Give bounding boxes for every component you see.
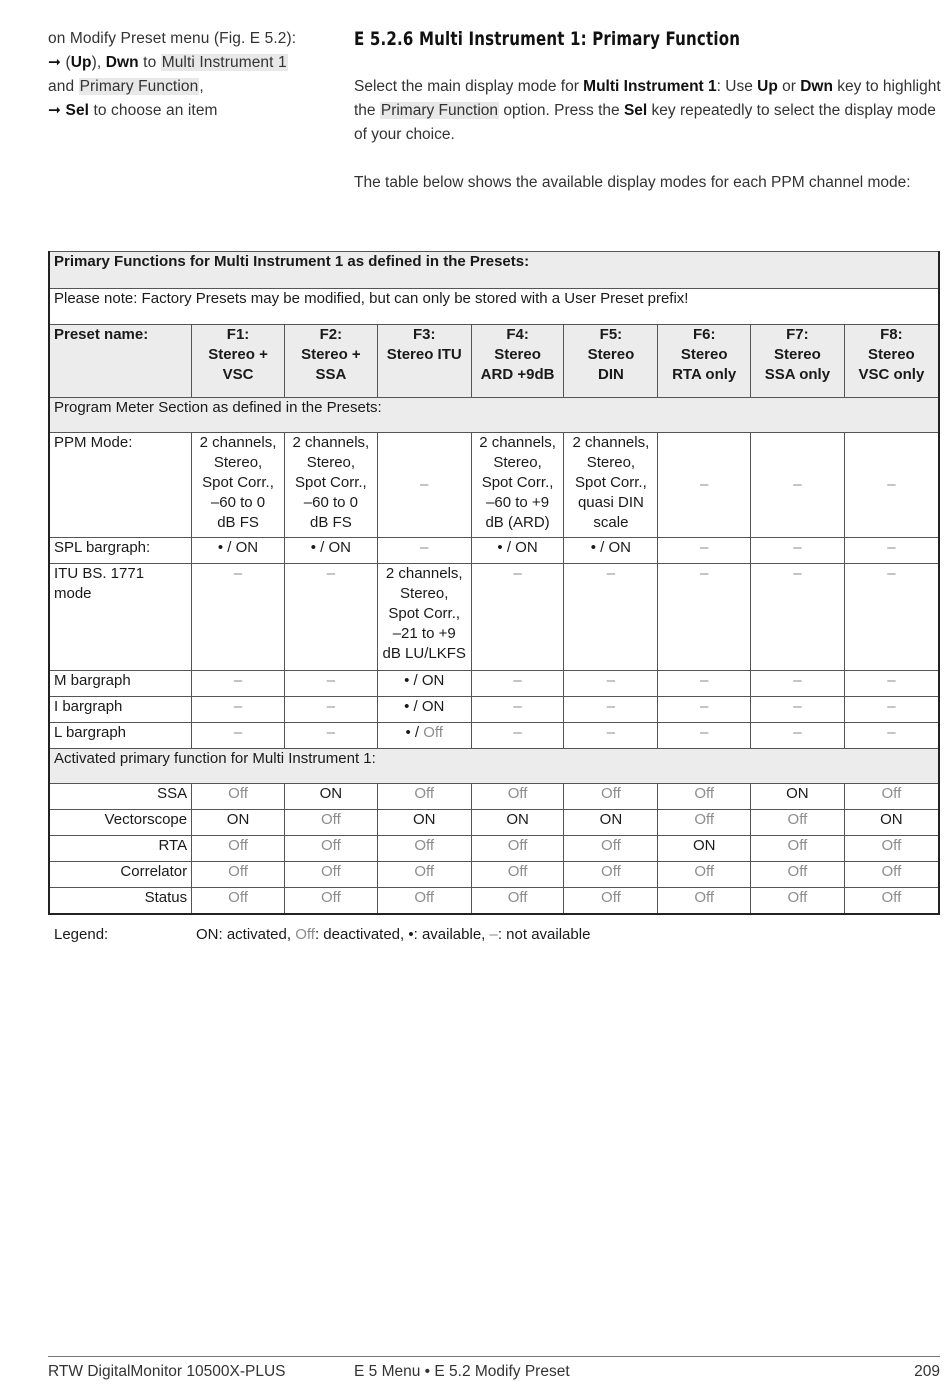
text: F2: bbox=[319, 326, 343, 343]
text: dB FS bbox=[217, 514, 259, 531]
section-heading: E 5.2.6 Multi Instrument 1: Primary Function bbox=[354, 28, 741, 50]
table-cell: Off bbox=[751, 836, 845, 862]
up-key: Up bbox=[70, 54, 92, 71]
row-label: SPL bargraph: bbox=[49, 538, 192, 564]
text: Stereo bbox=[587, 346, 635, 363]
footer-product: RTW DigitalMonitor 10500X-PLUS bbox=[48, 1363, 286, 1380]
text: SSA only bbox=[764, 366, 831, 383]
preset-header bbox=[564, 325, 658, 398]
table-cell: Off bbox=[377, 862, 471, 888]
table-cell: – bbox=[284, 671, 377, 697]
table-cell bbox=[564, 433, 658, 538]
preset-header bbox=[192, 325, 285, 398]
text: VSC only bbox=[858, 366, 925, 383]
table-cell bbox=[377, 723, 471, 749]
table-cell: – bbox=[844, 538, 939, 564]
text: F5: bbox=[599, 326, 623, 343]
primary-function-highlight: Primary Function bbox=[380, 102, 499, 119]
table-cell: • / ON bbox=[471, 538, 564, 564]
dwn-key: Dwn bbox=[105, 54, 139, 71]
text: SSA bbox=[315, 366, 347, 383]
text: Stereo bbox=[680, 346, 728, 363]
table-row-ppm-mode bbox=[49, 433, 939, 538]
table-title-row bbox=[49, 252, 939, 289]
table-cell: Off bbox=[844, 836, 939, 862]
text: 2 channels, bbox=[385, 565, 463, 582]
table-cell: – bbox=[564, 697, 658, 723]
table-cell: Off bbox=[751, 888, 845, 915]
text: option. Press the bbox=[499, 102, 624, 119]
table-cell: ON bbox=[564, 810, 658, 836]
table-cell: – bbox=[564, 671, 658, 697]
table-cell: ON bbox=[844, 810, 939, 836]
table-cell: – bbox=[377, 433, 471, 538]
row-label: Correlator bbox=[49, 862, 192, 888]
table-cell: – bbox=[844, 723, 939, 749]
text: Stereo, bbox=[213, 454, 263, 471]
table-cell: – bbox=[564, 564, 658, 671]
text: Stereo bbox=[868, 346, 915, 363]
legend-dash: – bbox=[489, 926, 498, 943]
table-cell: – bbox=[192, 671, 285, 697]
table-row-m-bargraph bbox=[49, 671, 939, 697]
text: –60 to 0 bbox=[303, 494, 358, 511]
text: Stereo + bbox=[208, 346, 268, 363]
table-note-row bbox=[49, 289, 939, 325]
table-cell: ON bbox=[658, 836, 751, 862]
text: 2 channels, bbox=[292, 434, 370, 451]
text: Stereo + bbox=[301, 346, 361, 363]
table-cell: – bbox=[658, 671, 751, 697]
table-cell: Off bbox=[284, 836, 377, 862]
table-cell: Off bbox=[377, 888, 471, 915]
row-label: RTA bbox=[49, 836, 192, 862]
table-cell: • / ON bbox=[192, 538, 285, 564]
text: : Use bbox=[716, 78, 758, 95]
text: Up bbox=[757, 78, 778, 95]
table-cell: – bbox=[751, 697, 845, 723]
text: Spot Corr., bbox=[575, 474, 647, 491]
table-cell: Off bbox=[192, 784, 285, 810]
table-cell: Off bbox=[471, 836, 564, 862]
table-cell: – bbox=[471, 723, 564, 749]
section-row-program-meter bbox=[49, 398, 939, 433]
table-row-l-bargraph bbox=[49, 723, 939, 749]
text: F1: bbox=[226, 326, 250, 343]
preset-header-row bbox=[49, 325, 939, 398]
table-cell: ON bbox=[471, 810, 564, 836]
table-cell: – bbox=[192, 697, 285, 723]
table-cell: – bbox=[192, 564, 285, 671]
text: key repeatedly to select the display mode of your choice. bbox=[354, 102, 936, 143]
text: F6: bbox=[692, 326, 716, 343]
side-line-4 bbox=[48, 99, 338, 123]
text: 2 channels, bbox=[572, 434, 650, 451]
text: Stereo, bbox=[586, 454, 636, 471]
preset-header bbox=[471, 325, 564, 398]
text: ( bbox=[61, 54, 71, 71]
table-cell: Off bbox=[844, 784, 939, 810]
table-cell: – bbox=[471, 697, 564, 723]
table-cell: – bbox=[377, 538, 471, 564]
table-cell: – bbox=[284, 723, 377, 749]
table-cell: ON bbox=[377, 810, 471, 836]
table-row-ssa bbox=[49, 784, 939, 810]
row-label: PPM Mode: bbox=[49, 433, 192, 538]
table-cell: – bbox=[658, 433, 751, 538]
table-cell: – bbox=[658, 697, 751, 723]
preset-header bbox=[284, 325, 377, 398]
text: Spot Corr., bbox=[481, 474, 554, 491]
legend-label: Legend: bbox=[54, 926, 109, 943]
text: mode bbox=[54, 585, 92, 602]
primary-functions-table bbox=[48, 251, 940, 915]
text: • / bbox=[405, 724, 424, 741]
side-instructions bbox=[48, 27, 338, 123]
text: Stereo bbox=[494, 346, 541, 363]
table-note: Please note: Factory Presets may be modified, but can only be stored with a User Preset prefix! bbox=[49, 289, 939, 325]
text: RTA only bbox=[672, 366, 737, 383]
table-cell: Off bbox=[844, 862, 939, 888]
table-cell: Off bbox=[377, 836, 471, 862]
table-cell: ON bbox=[192, 810, 285, 836]
table-cell: – bbox=[751, 723, 845, 749]
text: Spot Corr., bbox=[295, 474, 367, 491]
table-cell: ON bbox=[284, 784, 377, 810]
table-cell bbox=[284, 433, 377, 538]
table-cell: Off bbox=[471, 784, 564, 810]
text: F4: bbox=[506, 326, 529, 343]
table-row-rta bbox=[49, 836, 939, 862]
text: : deactivated, bbox=[314, 926, 409, 943]
text: ), bbox=[91, 54, 106, 71]
table-cell bbox=[192, 433, 285, 538]
table-cell: Off bbox=[658, 862, 751, 888]
text: –21 to +9 bbox=[392, 625, 456, 642]
intro-text bbox=[354, 75, 944, 219]
table-title: Primary Functions for Multi Instrument 1 as defined in the Presets: bbox=[49, 252, 939, 289]
text: F7: bbox=[786, 326, 809, 343]
sel-key: Sel bbox=[65, 102, 90, 119]
table-cell: – bbox=[844, 433, 939, 538]
table-cell: – bbox=[471, 671, 564, 697]
text: Sel bbox=[623, 102, 648, 119]
table-cell: – bbox=[284, 564, 377, 671]
table-cell: • / ON bbox=[564, 538, 658, 564]
table-cell: Off bbox=[192, 862, 285, 888]
text: ITU BS. 1771 bbox=[54, 565, 145, 582]
text: key to highlight the bbox=[354, 78, 941, 119]
text: VSC bbox=[222, 366, 254, 383]
table-cell: – bbox=[658, 564, 751, 671]
table-cell: – bbox=[284, 697, 377, 723]
text: 2 channels, bbox=[479, 434, 556, 451]
side-line-2 bbox=[48, 51, 338, 75]
footer-divider bbox=[48, 1356, 940, 1357]
text: –60 to 0 bbox=[210, 494, 266, 511]
text: quasi DIN bbox=[577, 494, 644, 511]
text: Multi Instrument 1 bbox=[583, 78, 717, 95]
text: DIN bbox=[597, 366, 624, 383]
table-cell: Off bbox=[751, 810, 845, 836]
text: Stereo bbox=[774, 346, 821, 363]
preset-header bbox=[658, 325, 751, 398]
text: –60 to +9 bbox=[486, 494, 550, 511]
table-cell: – bbox=[658, 723, 751, 749]
text: : not available bbox=[497, 926, 591, 943]
row-label: M bargraph bbox=[49, 671, 192, 697]
side-line-1: on Modify Preset menu (Fig. E 5.2): bbox=[48, 30, 297, 47]
legend-on: ON: activated, bbox=[196, 926, 296, 943]
preset-header bbox=[377, 325, 471, 398]
intro-paragraph-1 bbox=[354, 75, 944, 147]
text: ARD +9dB bbox=[480, 366, 555, 383]
arrow-icon: ➞ bbox=[48, 54, 62, 71]
text: dB LU/LKFS bbox=[382, 645, 466, 662]
preset-label: Preset name: bbox=[49, 325, 192, 398]
preset-header bbox=[844, 325, 939, 398]
table-row-correlator bbox=[49, 862, 939, 888]
table-cell: Off bbox=[192, 888, 285, 915]
table-cell: ON bbox=[751, 784, 845, 810]
table-cell: • / ON bbox=[377, 697, 471, 723]
legend-off: Off bbox=[295, 926, 315, 943]
row-label: L bargraph bbox=[49, 723, 192, 749]
menu-item-primary-function: Primary Function bbox=[79, 78, 199, 95]
table-cell: • / ON bbox=[284, 538, 377, 564]
table-cell: Off bbox=[377, 784, 471, 810]
table-cell: – bbox=[844, 564, 939, 671]
table-row-itu-mode bbox=[49, 564, 939, 671]
table-cell: • / ON bbox=[377, 671, 471, 697]
table-cell: – bbox=[658, 538, 751, 564]
table-cell bbox=[377, 564, 471, 671]
row-label bbox=[49, 564, 192, 671]
table-cell: – bbox=[471, 564, 564, 671]
table-cell: Off bbox=[471, 888, 564, 915]
text: to choose an item bbox=[89, 102, 218, 119]
table-row-vectorscope bbox=[49, 810, 939, 836]
preset-header bbox=[751, 325, 845, 398]
text: to bbox=[138, 54, 161, 71]
section-row-activated bbox=[49, 749, 939, 784]
table-cell: Off bbox=[658, 810, 751, 836]
text: Spot Corr., bbox=[388, 605, 461, 622]
row-label: SSA bbox=[49, 784, 192, 810]
text: , bbox=[199, 78, 204, 95]
table-cell: Off bbox=[564, 784, 658, 810]
text: dB FS bbox=[310, 514, 352, 531]
table-cell bbox=[471, 433, 564, 538]
table-cell: Off bbox=[658, 784, 751, 810]
legend bbox=[54, 926, 590, 943]
text: and bbox=[48, 78, 79, 95]
text: scale bbox=[593, 514, 629, 531]
page-number: 209 bbox=[914, 1363, 940, 1380]
table-cell: Off bbox=[564, 862, 658, 888]
side-line-3 bbox=[48, 75, 338, 99]
text: F3: bbox=[412, 326, 436, 343]
table-cell: Off bbox=[751, 862, 845, 888]
table-cell: – bbox=[751, 564, 845, 671]
table-cell: Off bbox=[284, 888, 377, 915]
table-row-spl-bargraph bbox=[49, 538, 939, 564]
table-cell: Off bbox=[192, 836, 285, 862]
table-cell: – bbox=[192, 723, 285, 749]
menu-item-multi-instrument: Multi Instrument 1 bbox=[161, 54, 287, 71]
row-label: Vectorscope bbox=[49, 810, 192, 836]
table-cell: – bbox=[564, 723, 658, 749]
footer-section: E 5 Menu • E 5.2 Modify Preset bbox=[354, 1363, 570, 1380]
row-label: I bargraph bbox=[49, 697, 192, 723]
legend-available: •: available, bbox=[408, 926, 490, 943]
table-cell: – bbox=[751, 538, 845, 564]
text: dB (ARD) bbox=[485, 514, 550, 531]
table-cell: – bbox=[844, 697, 939, 723]
table-cell: Off bbox=[658, 888, 751, 915]
table-cell: Off bbox=[284, 810, 377, 836]
row-label: Status bbox=[49, 888, 192, 915]
table-cell: Off bbox=[564, 888, 658, 915]
text: Stereo, bbox=[493, 454, 542, 471]
text: or bbox=[777, 78, 801, 95]
text: F8: bbox=[880, 326, 903, 343]
arrow-icon: ➞ bbox=[48, 102, 62, 119]
table-cell: – bbox=[751, 671, 845, 697]
intro-paragraph-2: The table below shows the available display modes for each PPM channel mode: bbox=[354, 174, 911, 191]
text: Select the main display mode for bbox=[354, 78, 584, 95]
text: Dwn bbox=[800, 78, 833, 95]
text: Stereo, bbox=[306, 454, 356, 471]
table-cell: Off bbox=[284, 862, 377, 888]
section-title: Program Meter Section as defined in the Presets: bbox=[49, 398, 939, 433]
table-row-i-bargraph bbox=[49, 697, 939, 723]
table-cell: Off bbox=[844, 888, 939, 915]
table-cell: Off bbox=[471, 862, 564, 888]
text: Stereo, bbox=[400, 585, 449, 602]
section-title: Activated primary function for Multi Instrument 1: bbox=[49, 749, 939, 784]
text: Stereo ITU bbox=[386, 346, 462, 363]
table-row-status bbox=[49, 888, 939, 915]
table-cell: – bbox=[844, 671, 939, 697]
text: Spot Corr., bbox=[202, 474, 274, 491]
table-cell: Off bbox=[564, 836, 658, 862]
table-cell: – bbox=[751, 433, 845, 538]
text: Off bbox=[423, 724, 443, 741]
text: 2 channels, bbox=[199, 434, 277, 451]
